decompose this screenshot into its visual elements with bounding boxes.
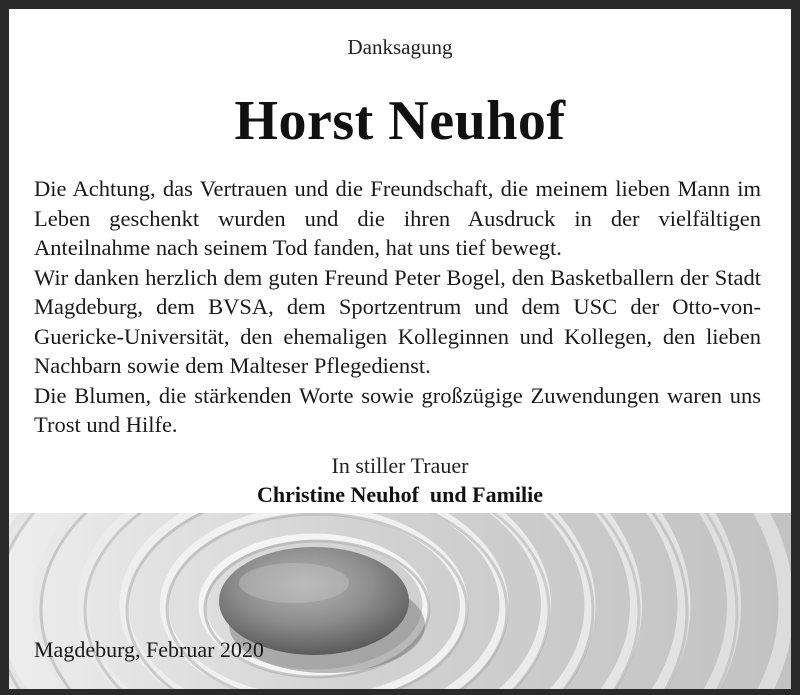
deceased-name: Horst Neuhof (234, 90, 566, 152)
closing-line: In stiller Trauer (331, 453, 469, 478)
body-paragraph: Wir danken herzlich dem guten Freund Peter Bogel, den Basketballern der Stadt Magdeburg, dem BVSA, dem Sportzentrum und dem USC der Otto-von-Guericke-Universität, den ehemaligen Kolleginnen und Kollegen, den lieben Nachbarn sowie dem Malteser Pflegedienst. (34, 264, 761, 378)
notice-body (34, 174, 761, 440)
body-paragraph: Die Achtung, das Vertrauen und die Freundschaft, die meinem lieben Mann im Leben geschenkt wurden und die ihren Ausdruck in der vielfältigen Anteilnahme nach seinem Tod fanden, hat uns tief bewegt. (34, 176, 761, 260)
notice-header: Danksagung (347, 35, 453, 59)
place-and-date: Magdeburg, Februar 2020 (34, 637, 264, 662)
signature: Christine Neuhof und Familie (256, 482, 544, 507)
body-paragraph: Die Blumen, die stärkenden Worte sowie großzügige Zuwendungen waren uns Trost und Hilfe. (34, 382, 761, 437)
